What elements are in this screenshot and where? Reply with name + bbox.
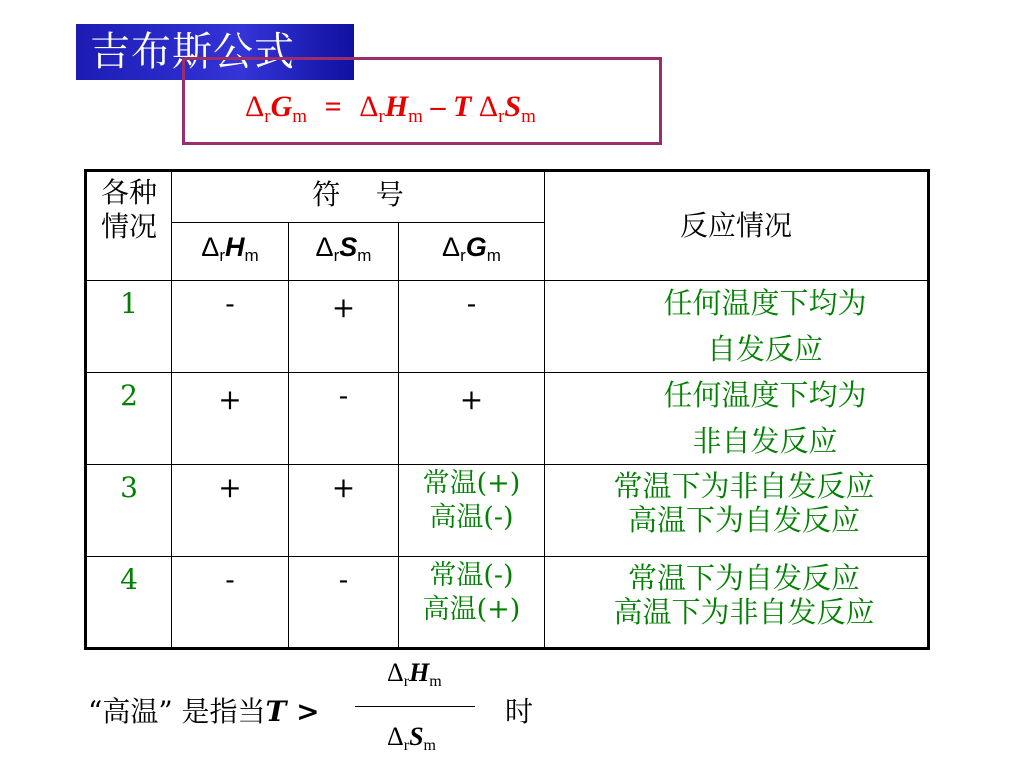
footnote-suffix: 时: [505, 695, 534, 728]
delta-symbol: Δ: [359, 90, 379, 123]
minus-sign: –: [430, 90, 446, 123]
sub-m: m: [408, 106, 423, 127]
footnote-prefix: “高温” 是指当: [88, 695, 266, 728]
sign-dS: -: [289, 557, 399, 649]
case-number: 3: [86, 465, 172, 557]
sign-dH: +: [172, 465, 289, 557]
sub-m: m: [521, 106, 536, 127]
sub-r: r: [498, 106, 505, 127]
col-dS: $\Delta_rS_m$: [289, 223, 399, 281]
fraction-bar: [355, 706, 475, 707]
header-reaction: 反应情况: [545, 171, 929, 281]
gibbs-sign-table: [84, 169, 930, 650]
slide-title: 吉布斯公式: [76, 24, 354, 80]
symbol-T: T: [265, 695, 287, 728]
col-dH: $\Delta_rH_m$: [172, 223, 289, 281]
footnote: [88, 690, 320, 730]
sign-dG: 常温(-) 高温(+): [399, 557, 545, 649]
delta-symbol: Δ: [245, 90, 265, 123]
sign-dG: -: [399, 281, 545, 373]
sub-r: r: [264, 106, 271, 127]
reaction-text: 常温下为非自发反应 高温下为自发反应: [545, 465, 929, 557]
sign-dH: +: [172, 373, 289, 465]
sign-dG: +: [399, 373, 545, 465]
gibbs-formula: [245, 90, 536, 128]
sign-dS: +: [289, 281, 399, 373]
fraction-numerator: $\Delta_rH_m$: [387, 658, 442, 690]
delta-symbol: Δ: [478, 90, 499, 123]
sub-r: r: [378, 106, 385, 127]
case-number: 4: [86, 557, 172, 649]
symbol-S: S: [504, 90, 522, 123]
header-symbol: 符 号: [172, 171, 545, 223]
fraction-denominator: $\Delta_rS_m$: [387, 722, 436, 754]
symbol-H: H: [384, 90, 409, 123]
col-dG: $\Delta_rG_m$: [399, 223, 545, 281]
reaction-text: 任何温度下均为 自发反应: [545, 281, 929, 373]
equals-sign: =: [324, 90, 342, 123]
reaction-text: 任何温度下均为 非自发反应: [545, 373, 929, 465]
symbol-G: G: [270, 90, 293, 123]
sign-dH: -: [172, 281, 289, 373]
table-row: [86, 281, 929, 373]
sign-dS: +: [289, 465, 399, 557]
table-row: [86, 465, 929, 557]
symbol-T: T: [452, 90, 472, 123]
sign-dG: 常温(+) 高温(-): [399, 465, 545, 557]
greater-than: >: [286, 695, 320, 728]
sign-dH: -: [172, 557, 289, 649]
table-row: [86, 557, 929, 649]
sign-dS: -: [289, 373, 399, 465]
header-case: 各种情况: [86, 171, 172, 281]
sub-m: m: [292, 106, 308, 127]
case-number: 1: [86, 281, 172, 373]
reaction-text: 常温下为自发反应 高温下为非自发反应: [545, 557, 929, 649]
table-row: [86, 373, 929, 465]
case-number: 2: [86, 373, 172, 465]
